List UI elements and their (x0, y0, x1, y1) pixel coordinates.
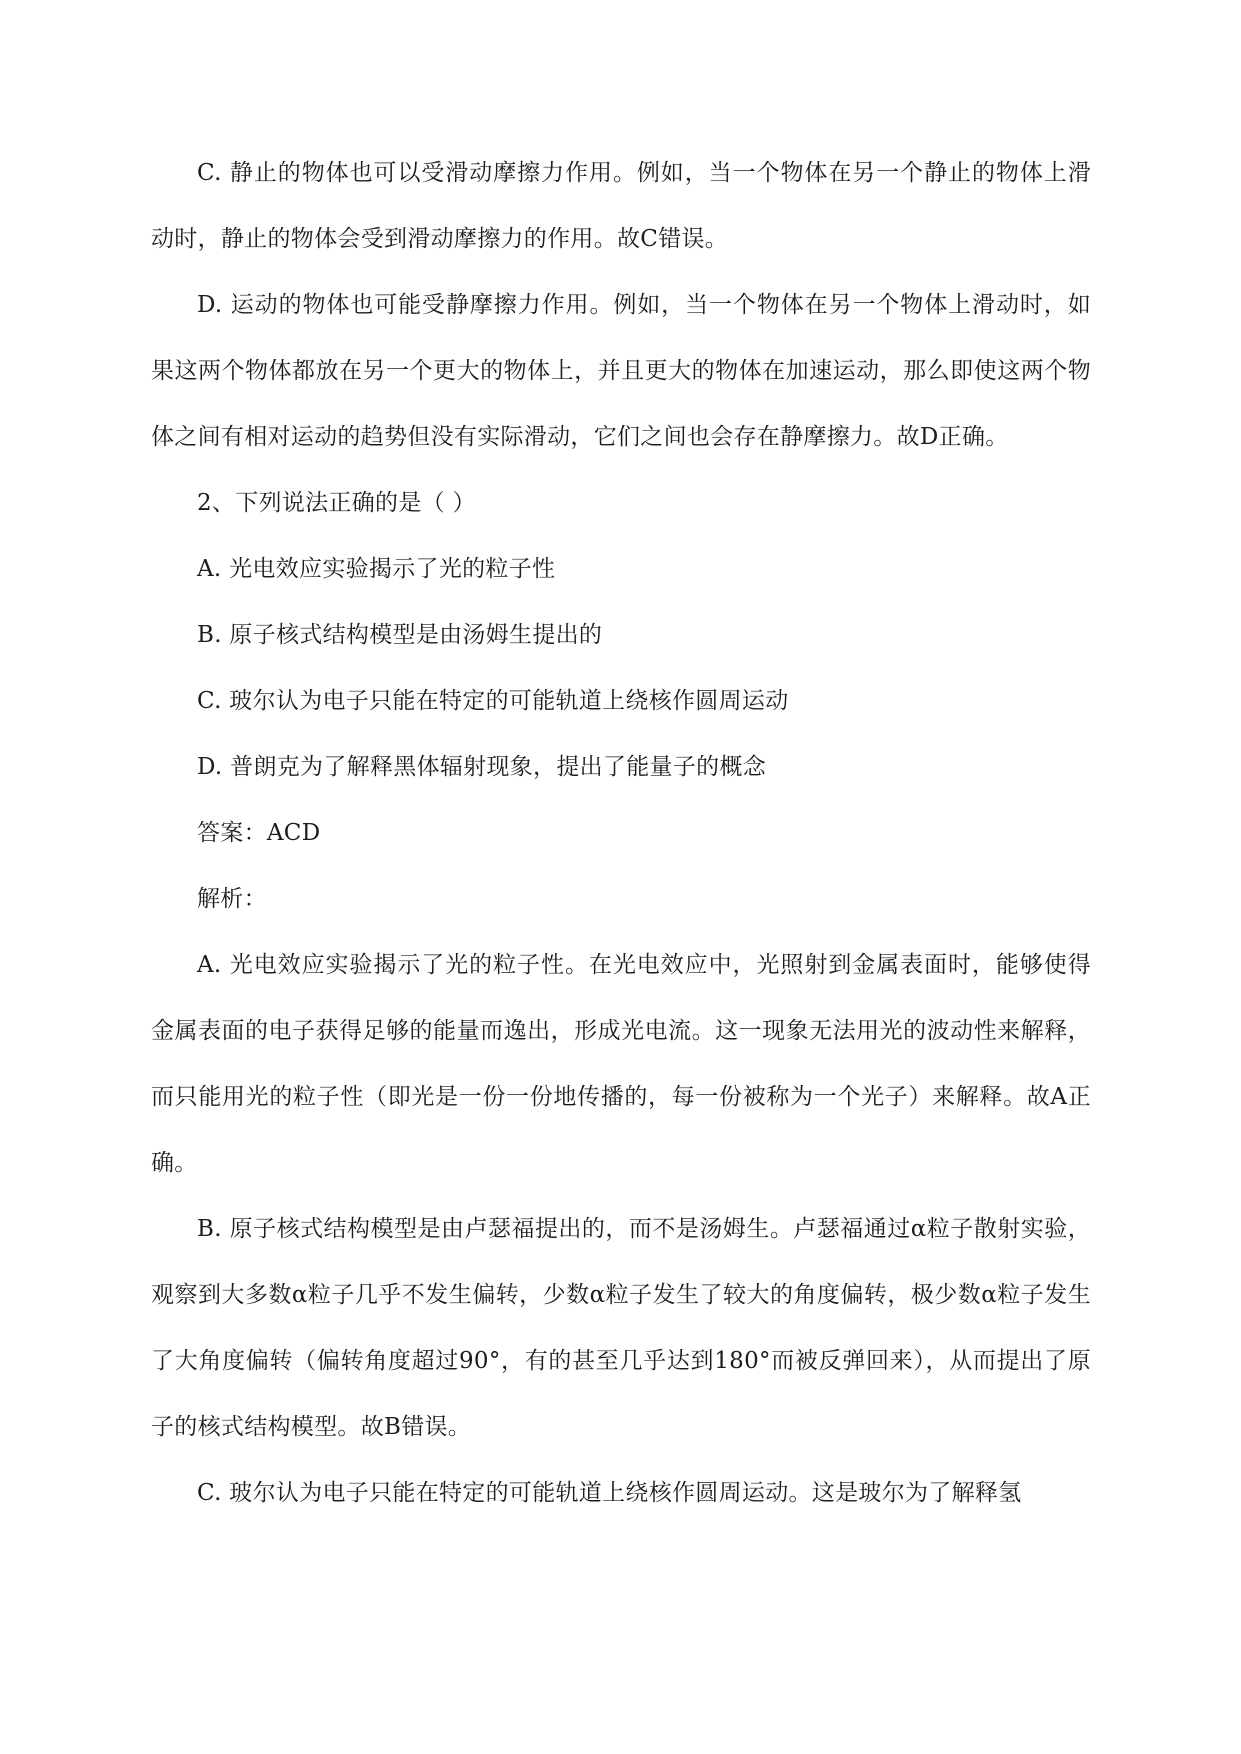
answer-line: 答案：ACD (197, 820, 321, 846)
question-2-stem: 2、下列说法正确的是（ ） (197, 490, 476, 516)
paragraph-d-explanation-q1: D. 运动的物体也可能受静摩擦力作用。例如，当一个物体在另一个物体上滑动时，如果这两个物体都放在另一个更大的物体上，并且更大的物体在加速运动，那么即使这两个物体之间有相对运动的趋势但没有实际滑动，它们之间也会存在静摩擦力。故D正确。 (151, 292, 1091, 450)
paragraph-c-explanation-q1: C. 静止的物体也可以受滑动摩擦力作用。例如，当一个物体在另一个静止的物体上滑动时，静止的物体会受到滑动摩擦力的作用。故C错误。 (151, 160, 1091, 252)
document-body (151, 140, 1091, 1526)
paragraph-b-explanation-q2: B. 原子核式结构模型是由卢瑟福提出的，而不是汤姆生。卢瑟福通过α粒子散射实验，观察到大多数α粒子几乎不发生偏转，少数α粒子发生了较大的角度偏转，极少数α粒子发生了大角度偏转（偏转角度超过90°，有的甚至几乎达到180°而被反弹回来），从而提出了原子的核式结构模型。故B错误。 (151, 1216, 1091, 1440)
paragraph-c-explanation-q2: C. 玻尔认为电子只能在特定的可能轨道上绕核作圆周运动。这是玻尔为了解释氢 (197, 1480, 1022, 1506)
paragraph-a-explanation-q2: A. 光电效应实验揭示了光的粒子性。在光电效应中，光照射到金属表面时，能够使得金属表面的电子获得足够的能量而逸出，形成光电流。这一现象无法用光的波动性来解释，而只能用光的粒子性（即光是一份一份地传播的，每一份被称为一个光子）来解释。故A正确。 (151, 952, 1091, 1176)
question-2-option-b: B. 原子核式结构模型是由汤姆生提出的 (197, 622, 603, 648)
question-2-option-a: A. 光电效应实验揭示了光的粒子性 (197, 556, 556, 582)
analysis-label: 解析： (197, 886, 267, 912)
question-2-option-d: D. 普朗克为了解释黑体辐射现象，提出了能量子的概念 (197, 754, 767, 780)
question-2-option-c: C. 玻尔认为电子只能在特定的可能轨道上绕核作圆周运动 (197, 688, 789, 714)
